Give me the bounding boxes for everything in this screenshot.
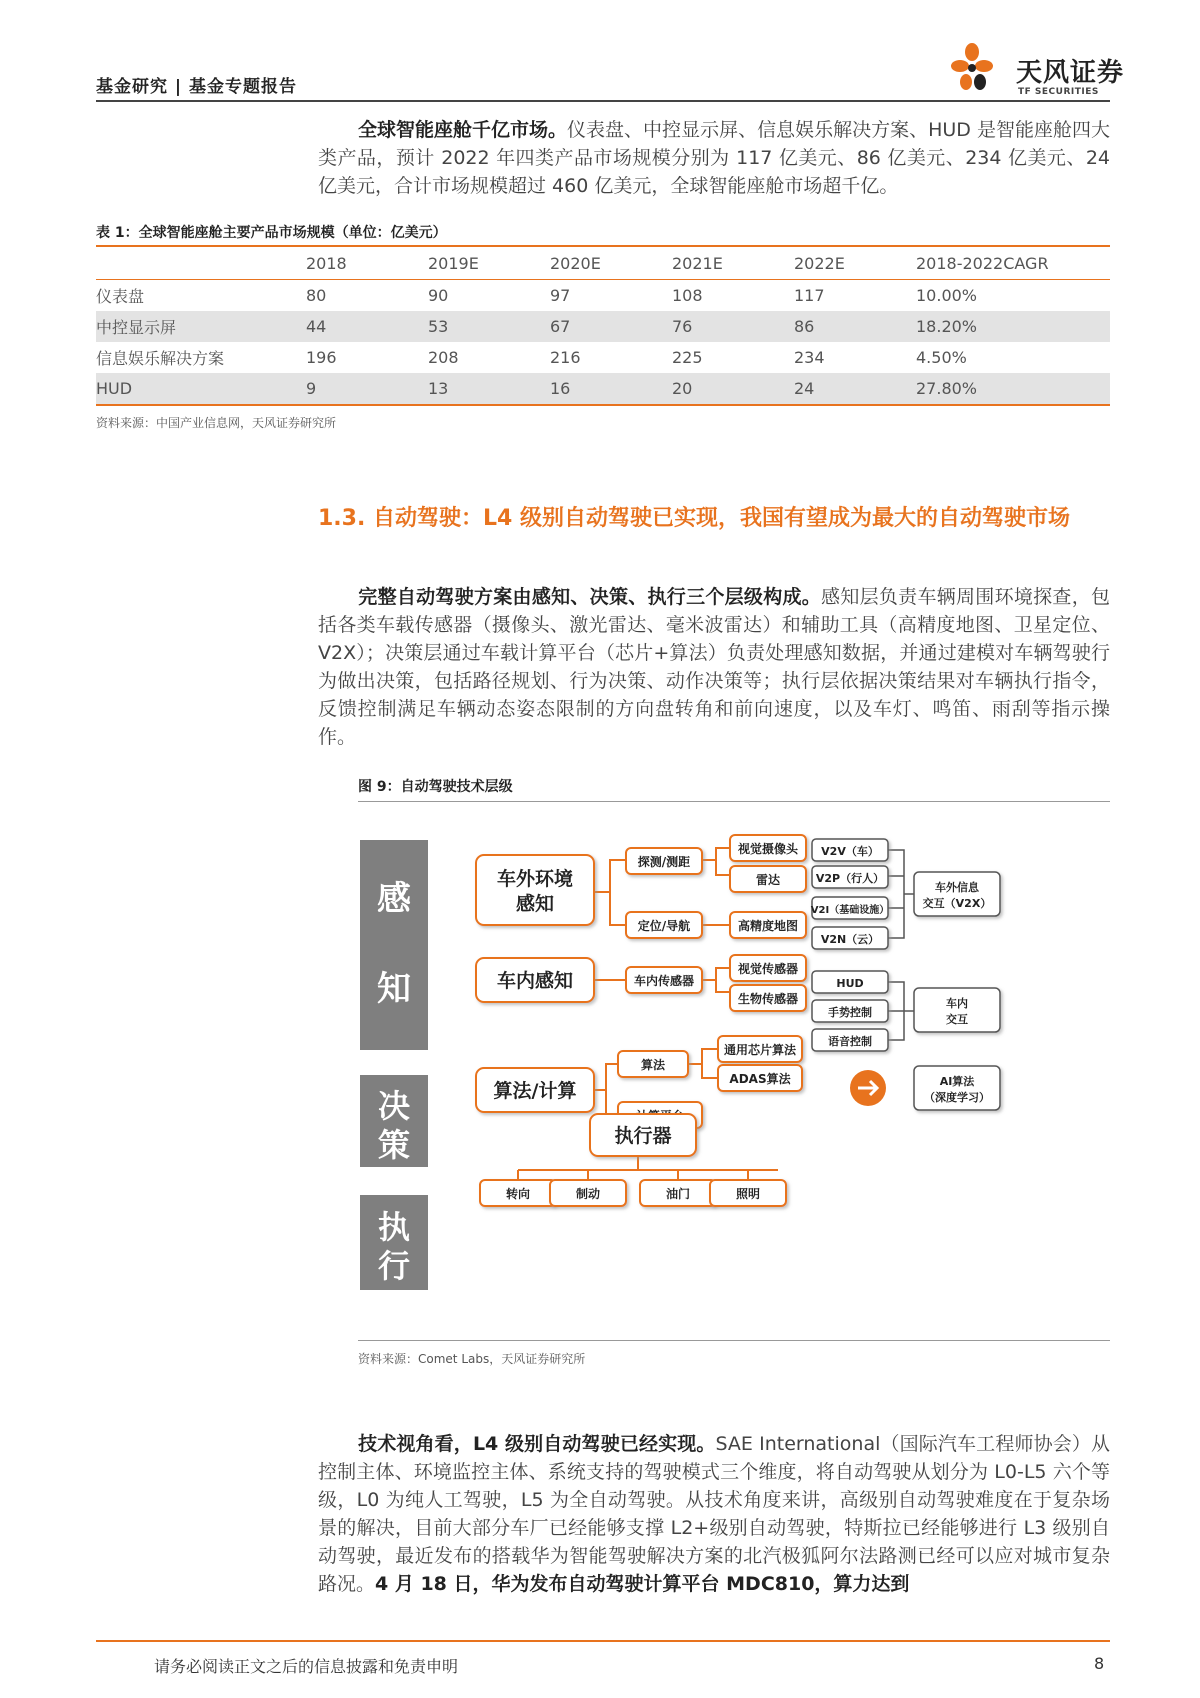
table-cell: 90	[428, 286, 449, 305]
paragraph-smart-cockpit	[318, 116, 1110, 200]
para3-bold-tail: 4 月 18 日，华为发布自动驾驶计算平台 MDC810，算力达到	[375, 1573, 910, 1595]
para3-text: SAE International（国际汽车工程师协会）从控制主体、环境监控主体、系统支持的驾驶模式三个维度，将自动驾驶从划分为 L0-L5 六个等级，L0 为纯人工驾驶，L5 为全自动驾驶。从技术角度来讲，高级别自动驾驶难度在于复杂场景的解决，目前大部分车厂已经能够支撑 L2+级别自动驾驶，特斯拉已经能够进行 L3 级别自动驾驶，最近发布的搭载华为智能驾驶解决方案的北汽极狐阿尔法路测已经可以应对城市复杂路况。	[318, 1433, 1110, 1595]
perception-char-1: 感	[377, 879, 411, 919]
bio-sensor-label: 生物传感器	[737, 992, 799, 1006]
v2x-line2: 交互（V2X）	[922, 897, 992, 910]
figure-source: 资料来源：Comet Labs，天风证券研究所	[358, 1352, 586, 1366]
table-row	[96, 373, 1110, 405]
throttle-label: 油门	[665, 1187, 691, 1201]
page-number: 8	[1094, 1654, 1105, 1673]
gesture-label: 手势控制	[828, 1006, 872, 1019]
table-header: 2022E	[794, 246, 916, 280]
in-car-interaction-line2: 交互	[946, 1013, 968, 1026]
flower-icon	[951, 43, 993, 90]
actuator-label: 执行器	[614, 1125, 672, 1147]
table-cell: 中控显示屏	[96, 311, 306, 342]
in-car-sensor-label: 车内传感器	[633, 974, 695, 988]
adas-algo-label: ADAS算法	[729, 1072, 791, 1086]
paragraph-l4	[318, 1430, 1110, 1598]
para1-text: 仪表盘、中控显示屏、信息娱乐解决方案、HUD 是智能座舱四大类产品，预计 2022 年四类产品市场规模分别为 117 亿美元、86 亿美元、234 亿美元、24 亿美元，合计市场规模超过 460 亿美元，全球智能座舱市场超千亿。	[318, 119, 1110, 197]
algo-compute-label: 算法/计算	[493, 1080, 577, 1102]
actuator-group	[480, 1114, 786, 1206]
table-header-row	[96, 246, 1110, 280]
footer-disclaimer: 请务必阅读正文之后的信息披露和免责申明	[154, 1657, 459, 1676]
table-cell: 80	[306, 286, 327, 305]
table-cell: 216	[550, 348, 581, 367]
external-env-group	[476, 835, 806, 938]
table-cell: 27.80%	[916, 373, 1110, 405]
visual-camera-label: 视觉摄像头	[737, 842, 799, 856]
external-env-line1: 车外环境	[496, 868, 574, 890]
execution-char-2: 行	[377, 1247, 411, 1285]
decision-char-2: 策	[377, 1126, 411, 1164]
ai-line2: （深度学习）	[924, 1091, 990, 1104]
table-header: 2018-2022CAGR	[916, 246, 1110, 280]
paragraph-autonomous-layers	[318, 583, 1110, 751]
in-car-group	[476, 955, 806, 1011]
table-cell: 97	[550, 286, 571, 305]
hud-label: HUD	[836, 977, 864, 990]
table-cell: 225	[672, 348, 703, 367]
external-env-line2: 感知	[515, 893, 555, 915]
in-car-label: 车内感知	[496, 970, 574, 992]
gray-connectors	[888, 850, 914, 1040]
para2-text: 感知层负责车辆周围环境探查，包括各类车载传感器（摄像头、激光雷达、毫米波雷达）和辅助工具（高精度地图、卫星定位、V2X）；决策层通过车载计算平台（芯片+算法）负责处理感知数据，并通过建模对车辆驾驶行为做出决策，包括路径规划、行为决策、动作决策等；执行层依据决策结果对车辆执行指令，反馈控制满足车辆动态姿态限制的方向盘转角和前向速度，以及车灯、鸣笛、雨刮等指示操作。	[318, 586, 1110, 748]
v2n-label: V2N（云）	[820, 933, 880, 946]
table-cell: 208	[428, 348, 459, 367]
v2p-label: V2P（行人）	[815, 872, 885, 885]
report-category: 基金研究 | 基金专题报告	[96, 77, 298, 97]
logo-en: TF SECURITIES	[1018, 87, 1099, 97]
autonomous-driving-diagram	[358, 830, 1098, 1320]
radar-label: 雷达	[755, 873, 781, 887]
figure-title: 图 9：自动驾驶技术层级	[358, 779, 513, 795]
table-cell: 234	[794, 348, 825, 367]
general-chip-label: 通用芯片算法	[723, 1043, 797, 1057]
table-cell: 24	[794, 373, 916, 405]
table-cell: 4.50%	[916, 348, 967, 367]
table-cell: 18.20%	[916, 311, 1110, 342]
positioning-label: 定位/导航	[637, 919, 691, 933]
table-cell: 44	[306, 311, 428, 342]
table-header: 2019E	[428, 246, 550, 280]
table-header: 2018	[306, 246, 428, 280]
table-row	[96, 342, 1110, 373]
table-cell: 108	[672, 286, 703, 305]
table-source: 资料来源：中国产业信息网，天风证券研究所	[96, 416, 337, 430]
ai-line1: AI算法	[939, 1075, 975, 1088]
table-cell: 仪表盘	[96, 287, 145, 306]
table-cell: HUD	[96, 373, 306, 405]
v2x-line1: 车外信息	[935, 881, 979, 894]
hd-map-label: 高精度地图	[737, 919, 799, 933]
algorithm-label: 算法	[640, 1058, 666, 1072]
table-cell: 67	[550, 311, 672, 342]
table-cell: 20	[672, 373, 794, 405]
detect-label: 探测/测距	[637, 855, 691, 869]
ai-group	[850, 1066, 1000, 1110]
figure-bottom-rule	[358, 1340, 1110, 1341]
table-cell: 76	[672, 311, 794, 342]
perception-layer-block	[360, 840, 428, 1050]
table-title: 表 1：全球智能座舱主要产品市场规模（单位：亿美元）	[96, 225, 447, 241]
para2-lead: 完整自动驾驶方案由感知、决策、执行三个层级构成。	[358, 586, 822, 608]
table-header: 2020E	[550, 246, 672, 280]
table-cell: 10.00%	[916, 286, 978, 305]
market-size-table	[96, 245, 1110, 406]
table-header	[96, 246, 306, 280]
lighting-label: 照明	[735, 1187, 761, 1201]
table-cell: 9	[306, 373, 428, 405]
voice-label: 语音控制	[828, 1035, 872, 1048]
logo-cn: 天风证券	[1016, 58, 1125, 88]
in-car-interaction-line1: 车内	[946, 997, 968, 1010]
table-row	[96, 280, 1110, 312]
para1-lead: 全球智能座舱千亿市场。	[358, 119, 568, 141]
footer-rule	[96, 1640, 1110, 1642]
visual-sensor-label: 视觉传感器	[737, 962, 799, 976]
table-cell: 86	[794, 311, 916, 342]
table-cell: 117	[794, 286, 825, 305]
table-cell: 16	[550, 373, 672, 405]
table-cell: 196	[306, 348, 337, 367]
steering-label: 转向	[505, 1187, 531, 1201]
v2v-label: V2V（车）	[821, 845, 879, 858]
execution-char-1: 执	[377, 1208, 411, 1246]
table-header: 2021E	[672, 246, 794, 280]
table-cell: 13	[428, 373, 550, 405]
perception-char-2: 知	[377, 969, 411, 1009]
table-row	[96, 311, 1110, 342]
decision-char-1: 决	[377, 1087, 411, 1125]
braking-label: 制动	[575, 1187, 601, 1201]
v2i-label: V2I（基础设施）	[810, 905, 890, 916]
table-cell: 信息娱乐解决方案	[96, 349, 225, 368]
para3-lead: 技术视角看，L4 级别自动驾驶已经实现。	[358, 1433, 716, 1455]
figure-top-rule	[358, 801, 1110, 802]
header-rule	[96, 100, 1110, 102]
table-cell: 53	[428, 311, 550, 342]
section-heading: 1.3. 自动驾驶：L4 级别自动驾驶已实现，我国有望成为最大的自动驾驶市场	[318, 506, 1070, 531]
